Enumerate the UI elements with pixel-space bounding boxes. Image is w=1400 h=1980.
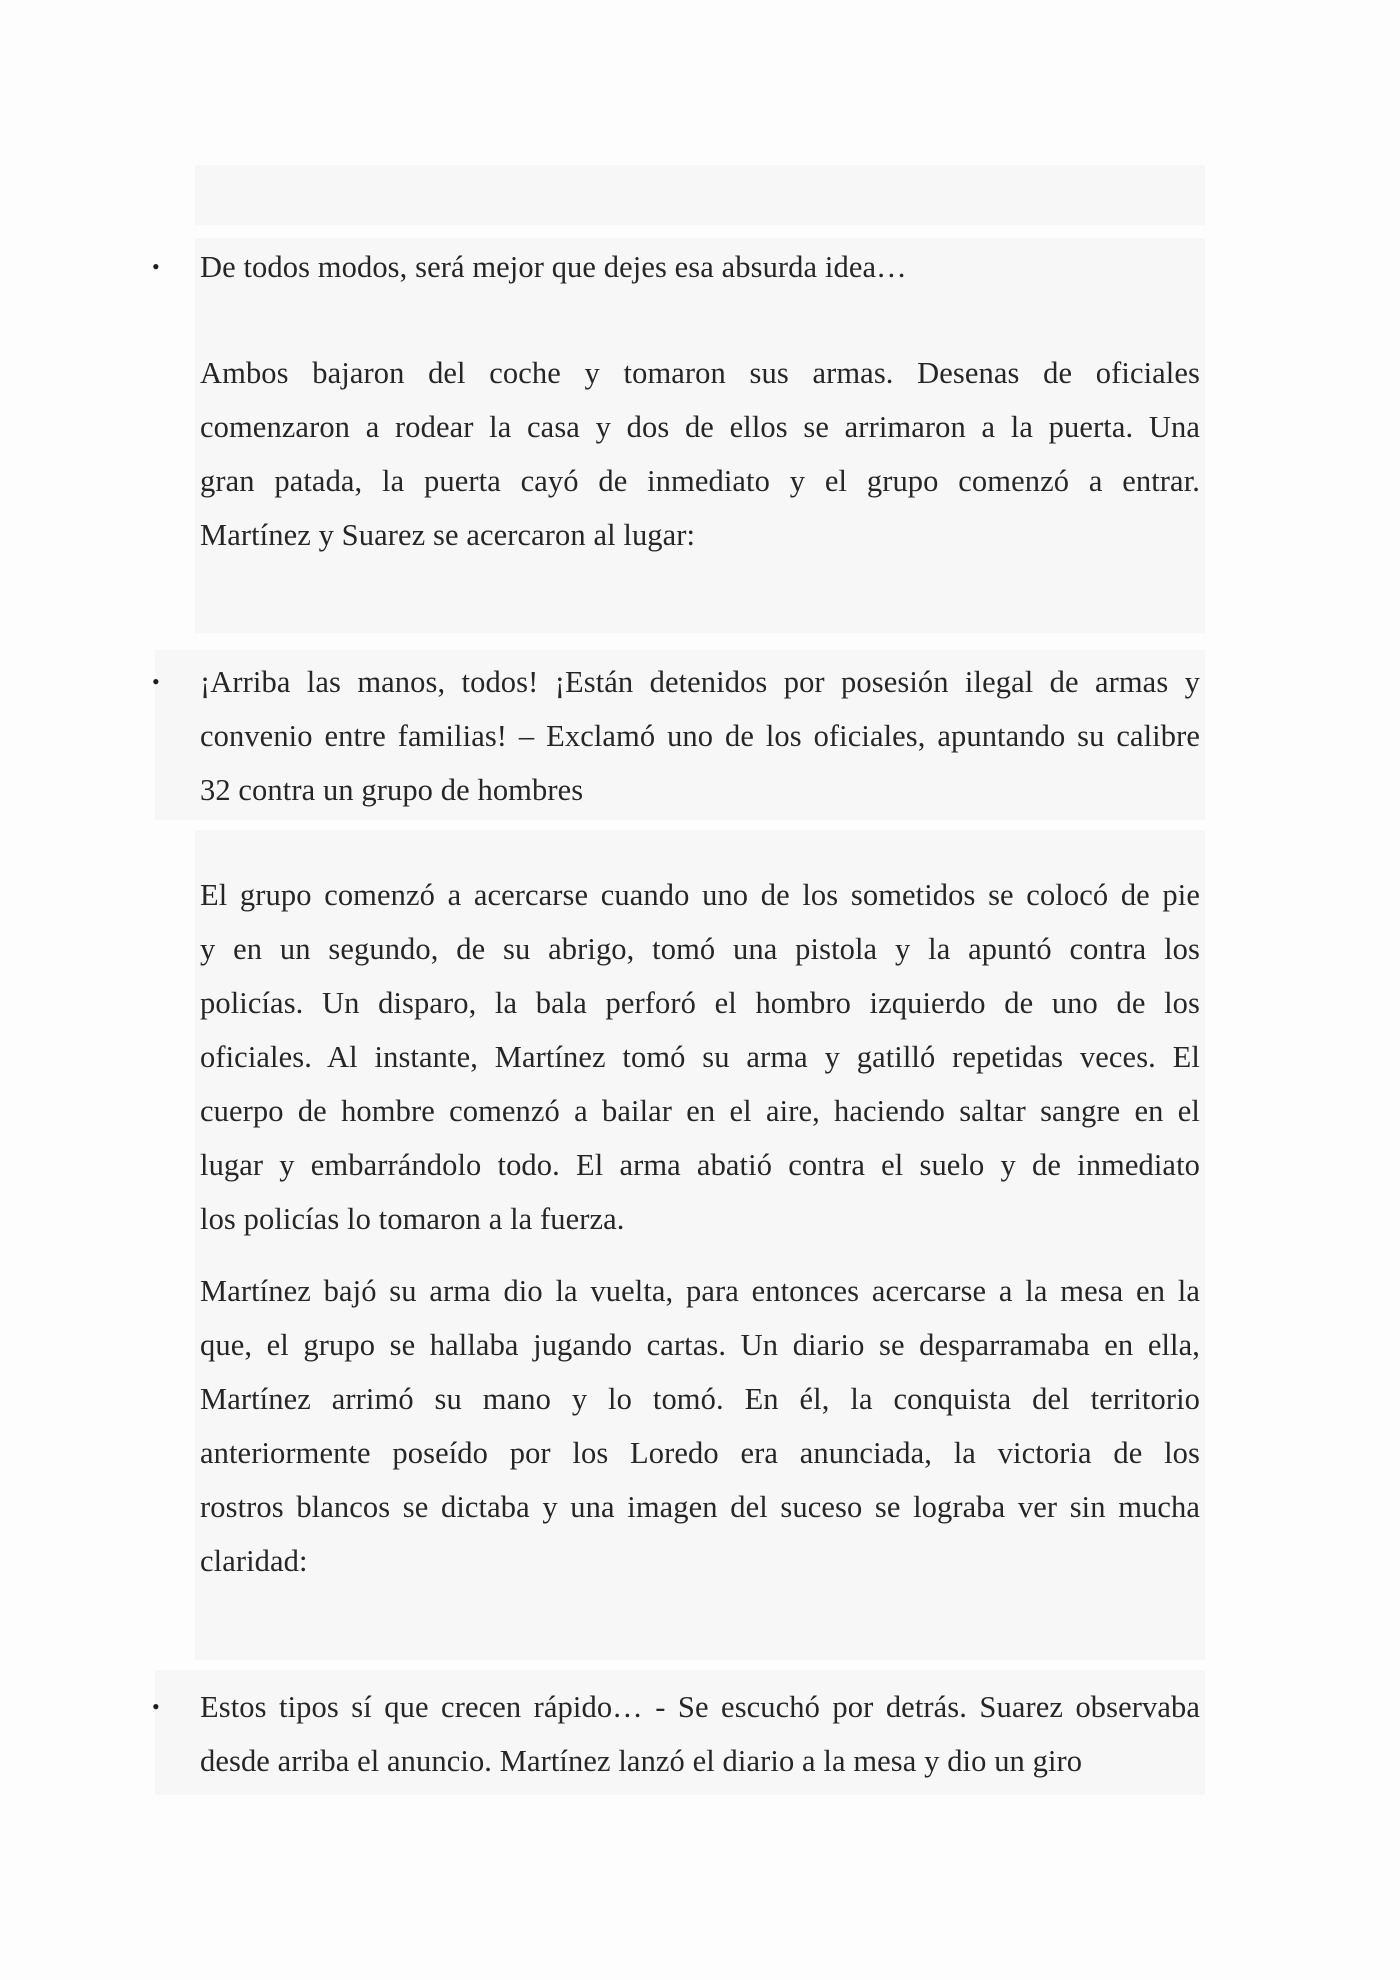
- dialogue-line: 32 contra un grupo de hombres: [200, 773, 584, 807]
- dialogue-line: convenio entre familias! – Exclamó uno de los oficiales, apuntando su calibre: [200, 719, 1200, 753]
- dialogue-line: desde arriba el anuncio. Martínez lanzó el diario a la mesa y dio un giro: [200, 1744, 1083, 1778]
- dialogue-line: Estos tipos sí que crecen rápido… - Se escuchó por detrás. Suarez observaba: [200, 1690, 1200, 1724]
- paragraph-line: rostros blancos se dictaba y una imagen del suceso se lograba ver sin mucha: [200, 1490, 1200, 1524]
- paragraph-line: Martínez bajó su arma dio la vuelta, para entonces acercarse a la mesa en la: [200, 1274, 1200, 1308]
- paragraph-line: y en un segundo, de su abrigo, tomó una pistola y la apuntó contra los: [200, 932, 1200, 966]
- paragraph-line: que, el grupo se hallaba jugando cartas. Un diario se desparramaba en ella,: [200, 1328, 1200, 1362]
- background-band: [195, 165, 1205, 225]
- paragraph-line: cuerpo de hombre comenzó a bailar en el aire, haciendo saltar sangre en el: [200, 1094, 1200, 1128]
- paragraph-line: comenzaron a rodear la casa y dos de ellos se arrimaron a la puerta. Una: [200, 410, 1200, 444]
- paragraph-line: Martínez y Suarez se acercaron al lugar:: [200, 518, 696, 552]
- paragraph-line: claridad:: [200, 1544, 308, 1578]
- dialogue-line: ¡Arriba las manos, todos! ¡Están detenidos por posesión ilegal de armas y: [200, 665, 1200, 699]
- paragraph-line: Ambos bajaron del coche y tomaron sus armas. Desenas de oficiales: [200, 356, 1200, 390]
- paragraph-line: policías. Un disparo, la bala perforó el hombro izquierdo de uno de los: [200, 986, 1200, 1020]
- list-bullet: •: [152, 1694, 160, 1719]
- paragraph-line: oficiales. Al instante, Martínez tomó su arma y gatilló repetidas veces. El: [200, 1040, 1200, 1074]
- list-bullet: •: [152, 254, 160, 279]
- paragraph-line: anteriormente poseído por los Loredo era anunciada, la victoria de los: [200, 1436, 1200, 1470]
- dialogue-line: De todos modos, será mejor que dejes esa absurda idea…: [200, 250, 907, 284]
- paragraph-line: Martínez arrimó su mano y lo tomó. En él, la conquista del territorio: [200, 1382, 1200, 1416]
- paragraph-line: lugar y embarrándolo todo. El arma abatió contra el suelo y de inmediato: [200, 1148, 1200, 1182]
- paragraph-line: los policías lo tomaron a la fuerza.: [200, 1202, 625, 1236]
- paragraph-line: El grupo comenzó a acercarse cuando uno de los sometidos se colocó de pie: [200, 878, 1200, 912]
- list-bullet: •: [152, 669, 160, 694]
- paragraph-line: gran patada, la puerta cayó de inmediato y el grupo comenzó a entrar.: [200, 464, 1200, 498]
